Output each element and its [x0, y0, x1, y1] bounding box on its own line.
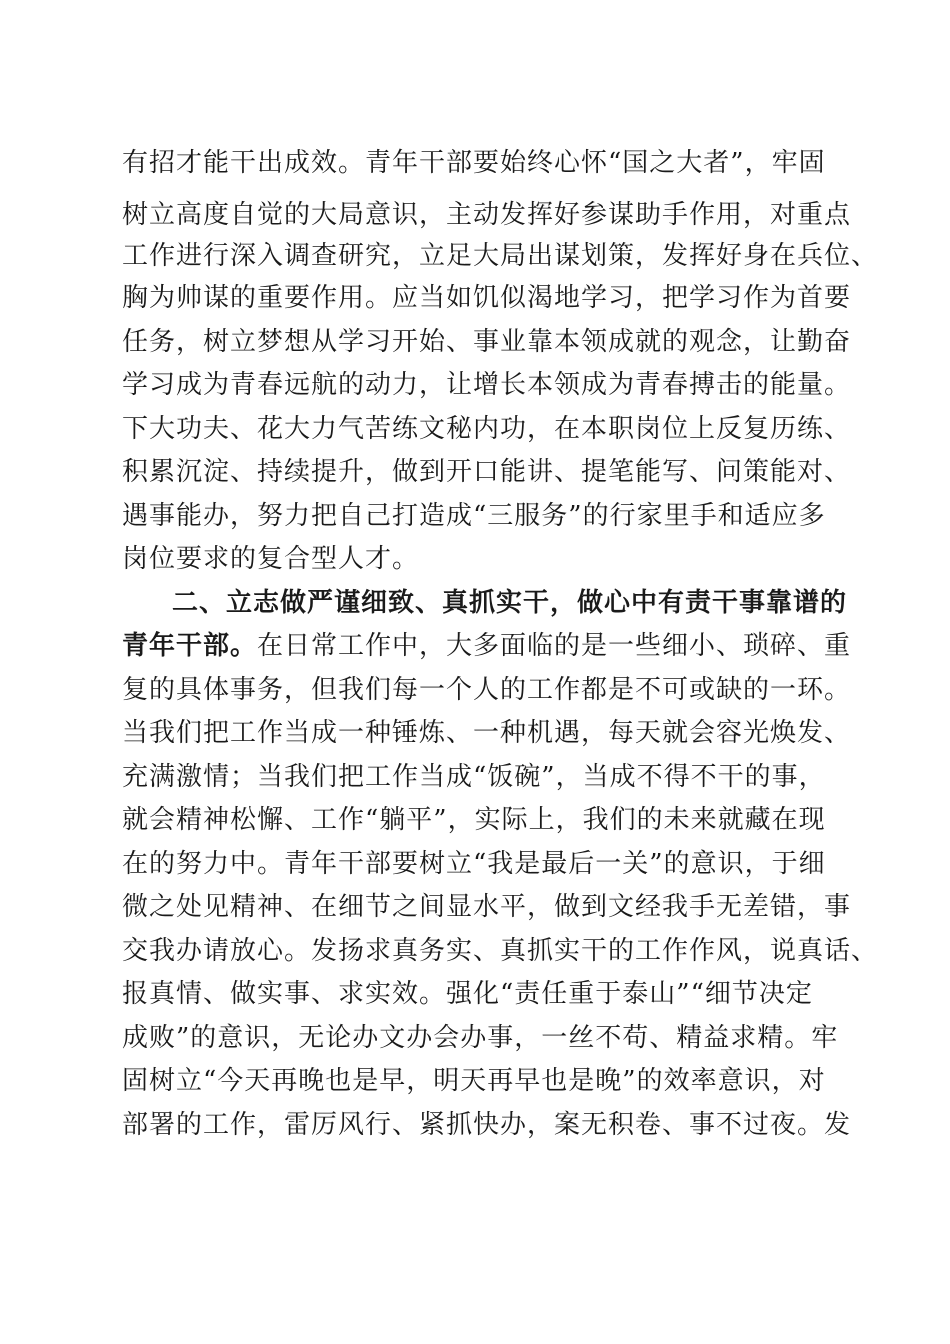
text-line: 任务，树立梦想从学习开始、事业靠本领成就的观念，让勤奋	[122, 327, 852, 357]
text-line: 下大功夫、花大力气苦练文秘内功，在本职岗位上反复历练、	[122, 414, 852, 444]
section-heading-continued	[122, 629, 852, 663]
text-line: 当我们把工作当成一种锤炼、一种机遇，每天就会容光焕发、	[122, 718, 852, 748]
text-line: 遇事能办，努力把自己打造成“三服务”的行家里手和适应多	[122, 501, 826, 531]
text-line: 充满激情；当我们把工作当成“饭碗”，当成不得不干的事，	[122, 762, 826, 792]
text-line: 部署的工作，雷厉风行、紧抓快办，案无积卷、事不过夜。发	[122, 1110, 852, 1140]
text-line: 报真情、做实事、求实效。强化“责任重于泰山”“细节决定	[122, 979, 813, 1009]
paragraph-text: 在日常工作中，大多面临的是一些细小、琐碎、重	[257, 631, 852, 661]
text-line: 学习成为青春远航的动力，让增长本领成为青春搏击的能量。	[122, 370, 852, 400]
text-line: 在的努力中。青年干部要树立“我是最后一关”的意识，于细	[122, 849, 826, 879]
text-line: 固树立“今天再晚也是早，明天再早也是晚”的效率意识，对	[122, 1066, 826, 1096]
text-line: 成败”的意识，无论办文办会办事，一丝不苟、精益求精。牢	[122, 1023, 839, 1053]
text-line: 交我办请放心。发扬求真务实、真抓实干的工作作风，说真话、	[122, 936, 879, 966]
text-line: 复的具体事务，但我们每一个人的工作都是不可或缺的一环。	[122, 675, 852, 705]
text-line: 岗位要求的复合型人才。	[122, 544, 420, 574]
section-heading: 二、立志做严谨细致、真抓实干，做心中有责干事靠谱的	[172, 588, 848, 618]
text-line: 树立高度自觉的大局意识，主动发挥好参谋助手作用，对重点	[122, 200, 852, 230]
section-heading-tail: 青年干部。	[122, 631, 258, 661]
text-line: 工作进行深入调查研究，立足大局出谋划策，发挥好身在兵位、	[122, 241, 879, 271]
text-line: 微之处见精神、在细节之间显水平，做到文经我手无差错，事	[122, 892, 852, 922]
text-line: 就会精神松懈、工作“躺平”，实际上，我们的未来就藏在现	[122, 805, 826, 835]
text-line: 有招才能干出成效。青年干部要始终心怀“国之大者”，牢固	[122, 148, 826, 178]
text-line: 积累沉淀、持续提升，做到开口能讲、提笔能写、问策能对、	[122, 457, 852, 487]
text-line: 胸为帅谋的重要作用。应当如饥似渴地学习，把学习作为首要	[122, 283, 852, 313]
